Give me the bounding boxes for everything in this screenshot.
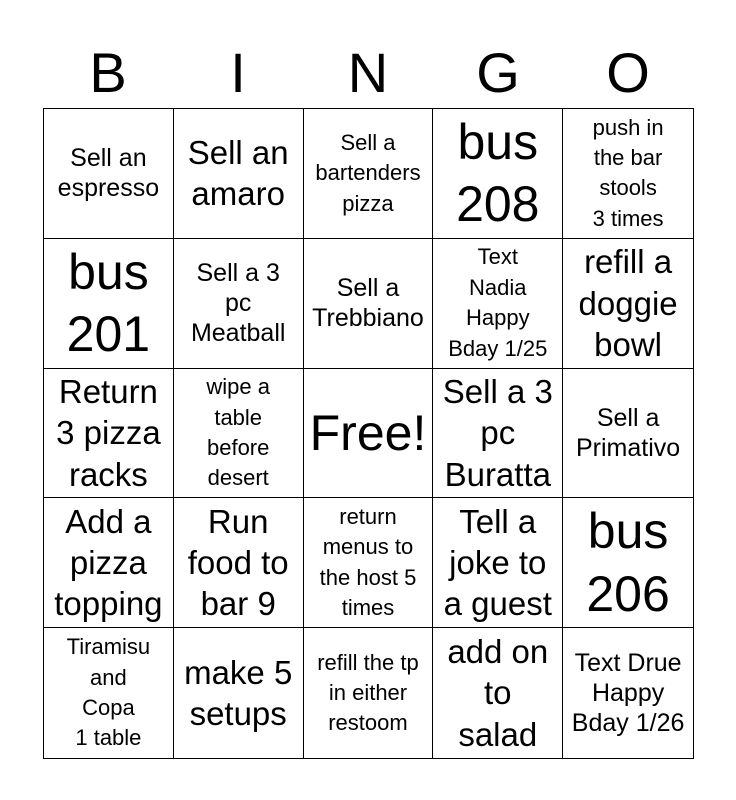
bingo-cell[interactable]: bus 201	[44, 239, 174, 369]
bingo-cell[interactable]: make 5 setups	[174, 628, 304, 758]
header-letter-i: I	[230, 41, 246, 104]
bingo-cell[interactable]: Run food to bar 9	[174, 498, 304, 628]
bingo-cell[interactable]: refill the tp in either restoom	[304, 628, 434, 758]
bingo-cell[interactable]: add on to salad	[433, 628, 563, 758]
bingo-header	[43, 38, 693, 108]
header-letter-g: G	[476, 41, 520, 104]
bingo-cell[interactable]: Add a pizza topping	[44, 498, 174, 628]
bingo-cell[interactable]: Sell a 3 pc Buratta	[433, 369, 563, 499]
bingo-cell[interactable]: Sell an amaro	[174, 109, 304, 239]
bingo-cell[interactable]: push in the bar stools 3 times	[563, 109, 693, 239]
bingo-cell[interactable]: Sell a Primativo	[563, 369, 693, 499]
bingo-cell[interactable]: Sell a Trebbiano	[304, 239, 434, 369]
bingo-cell[interactable]: Tiramisu and Copa 1 table	[44, 628, 174, 758]
bingo-board	[43, 108, 694, 759]
bingo-cell[interactable]: Text Nadia Happy Bday 1/25	[433, 239, 563, 369]
bingo-cell[interactable]: Return 3 pizza racks	[44, 369, 174, 499]
bingo-cell[interactable]: Sell an espresso	[44, 109, 174, 239]
bingo-cell[interactable]: bus 206	[563, 498, 693, 628]
header-letter-o: O	[606, 41, 650, 104]
header-letter-b: B	[89, 41, 127, 104]
bingo-cell[interactable]: Text Drue Happy Bday 1/26	[571, 649, 685, 738]
bingo-cell[interactable]: wipe a table before desert	[174, 369, 304, 499]
bingo-cell[interactable]: Sell a bartenders pizza	[304, 109, 434, 239]
bingo-cell[interactable]: refill a doggie bowl	[563, 239, 693, 369]
header-letter-n: N	[347, 41, 389, 104]
bingo-cell[interactable]: bus 208	[433, 109, 563, 239]
free-space[interactable]: Free!	[304, 369, 434, 499]
bingo-cell[interactable]: Sell a 3 pc Meatball	[174, 239, 304, 369]
bingo-cell[interactable]: Tell a joke to a guest	[433, 498, 563, 628]
bingo-cell[interactable]: return menus to the host 5 times	[304, 498, 434, 628]
